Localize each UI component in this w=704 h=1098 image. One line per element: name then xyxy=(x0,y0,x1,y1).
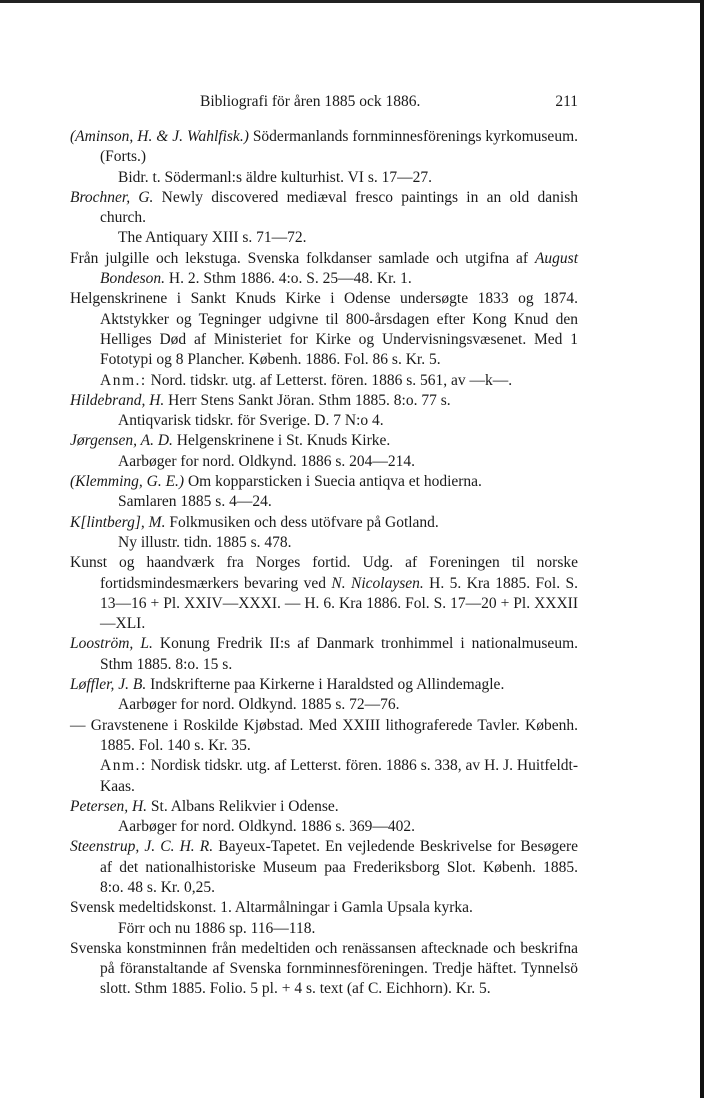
bibliography-entry xyxy=(70,472,578,492)
entry-author: Petersen, H. xyxy=(70,797,148,815)
review-label: Anm.: xyxy=(100,371,147,389)
entry-text: H. 5. Kra 1885. Fol. S. 13—16 + Pl. XXIV—XXXI. — H. 6. Kra 1886. Fol. S. 17—20 + Pl. XXXII—XLI. xyxy=(100,574,578,633)
bibliography-entry xyxy=(70,127,578,168)
entry-text: Södermanlands fornminnesförenings kyrkomuseum. (Forts.) xyxy=(100,128,578,166)
entry-text: Indskrifterne paa Kirkerne i Haraldsted og Allindemagle. xyxy=(146,676,505,694)
entry-author: August Bondeson. xyxy=(100,249,578,288)
entry-author: Brochner, G. xyxy=(70,188,154,206)
entry-text: St. Albans Relikvier i Odense. xyxy=(147,797,339,815)
bibliography-entry xyxy=(70,188,578,229)
entry-source: Ny illustr. tidn. 1885 s. 478. xyxy=(118,533,292,551)
entry-author: (Aminson, H. & J. Wahlfisk.) xyxy=(70,128,249,145)
entry-text: Konung Fredrik II:s af Danmark tronhimmel i nationalmuseum. Sthm 1885. 8:o. 15 s. xyxy=(100,635,578,673)
review-text: Nord. tidskr. utg. af Letterst. fören. 1886 s. 561, av —k—. xyxy=(146,371,513,389)
entry-source: Antiqvarisk tidskr. för Sverige. D. 7 N:o 4. xyxy=(118,412,384,430)
bibliography-entry xyxy=(70,675,578,695)
entry-author: Steenstrup, J. C. H. R. xyxy=(70,838,214,856)
entry-author: K[lintberg], M. xyxy=(70,513,166,531)
entry-author: N. Nicolaysen. xyxy=(331,574,424,592)
entry-text: Svenska konstminnen från medeltiden och renässansen aftecknade och beskrifna på föranstaltande af Svenska fornminnesföreningen. Tredje häftet. Tynnelsö slott. Sthm 1885. Folio. 5 pl. + 4 s. text (af C. Eichhorn). Kr. 5. xyxy=(70,939,578,998)
entry-source: Aarbøger for nord. Oldkynd. 1886 s. 369—402. xyxy=(118,818,416,836)
bibliography-entry xyxy=(70,716,578,757)
entry-text: Herr Stens Sankt Jöran. Sthm 1885. 8:o. 77 s. xyxy=(164,391,451,409)
bibliography-entry xyxy=(70,289,578,370)
entry-source: Aarbøger for nord. Oldkynd. 1885 s. 72—76. xyxy=(118,696,400,714)
entry-source: Bidr. t. Södermanl:s äldre kulturhist. VI s. 17—27. xyxy=(118,168,433,186)
bibliography-entry xyxy=(70,391,578,411)
entry-source: Samlaren 1885 s. 4—24. xyxy=(118,493,272,511)
bibliography-entry xyxy=(70,371,578,391)
entry-text: — Gravstenene i Roskilde Kjøbstad. Med XXIII lithograferede Tavler. Københ. 1885. Fol. 140 s. Kr. 35. xyxy=(70,716,578,754)
bibliography-entry xyxy=(70,553,578,634)
entry-text: Helgenskrinene i St. Knuds Kirke. xyxy=(172,432,391,450)
bibliography-list xyxy=(70,127,578,1000)
entry-text: Från julgille och lekstuga. Svenska folkdanser samlade och utgifna af xyxy=(70,249,535,267)
entry-text: Newly discovered mediæval fresco paintings in an old danish church. xyxy=(100,188,578,227)
entry-text: H. 2. Sthm 1886. 4:o. S. 25—48. Kr. 1. xyxy=(165,270,412,288)
entry-text: Bayeux-Tapetet. En vejledende Beskrivelse for Besøgere af det nationalhistoriske Museum paa Frederiksborg Slot. Københ. 1885. 8:o. 48 s. Kr. 0,25. xyxy=(100,838,578,896)
entry-author: Looström, L. xyxy=(70,635,153,653)
entry-text: Helgenskrinene i Sankt Knuds Kirke i Odense undersøgte 1833 og 1874. Aktstykker og Tegninger udgivne til 800-årsdagen efter Kong Knud den Helliges Død af Ministeriet for Kirke og Undervisningsvæsenet. Med 1 Fototypi og 8 Plancher. Københ. 1886. Fol. 86 s. Kr. 5. xyxy=(70,290,578,369)
scan-right-edge xyxy=(700,0,704,1098)
scan-top-edge xyxy=(0,0,704,3)
bibliography-entry xyxy=(70,634,578,675)
review-text: Nordisk tidskr. utg. af Letterst. fören. 1886 s. 338, av H. J. Huitfeldt-Kaas. xyxy=(100,757,578,795)
entry-text: Folkmusiken och dess utöfvare på Gotland. xyxy=(165,513,439,531)
entry-source: Förr och nu 1886 sp. 116—118. xyxy=(118,919,316,937)
entry-text: Om kopparsticken i Suecia antiqva et hodierna. xyxy=(184,473,482,491)
entry-author: Hildebrand, H. xyxy=(70,391,165,409)
entry-text: Kunst og haandværk fra Norges fortid. Udg. af Foreningen til norske fortidsmindesmærkers bevaring ved xyxy=(70,554,578,592)
bibliography-entry xyxy=(70,431,578,451)
entry-author: (Klemming, G. E.) xyxy=(70,473,185,491)
bibliography-entry xyxy=(70,797,578,817)
running-title: Bibliografi för åren 1885 ock 1886. xyxy=(200,93,421,110)
bibliography-entry xyxy=(70,898,578,918)
page-number: 211 xyxy=(555,93,578,110)
bibliography-entry xyxy=(70,939,578,1000)
entry-author: Løffler, J. B. xyxy=(70,676,147,694)
entry-source: The Antiquary XIII s. 71—72. xyxy=(118,229,307,247)
entry-text: Svensk medeltidskonst. 1. Altarmålningar i Gamla Upsala kyrka. xyxy=(70,899,473,917)
bibliography-entry xyxy=(70,249,578,290)
bibliography-entry xyxy=(70,513,578,533)
review-label: Anm.: xyxy=(100,757,147,775)
entry-source: Aarbøger for nord. Oldkynd. 1886 s. 204—214. xyxy=(118,452,416,470)
bibliography-entry xyxy=(70,837,578,898)
bibliography-entry xyxy=(70,756,578,797)
entry-author: Jørgensen, A. D. xyxy=(70,432,173,450)
